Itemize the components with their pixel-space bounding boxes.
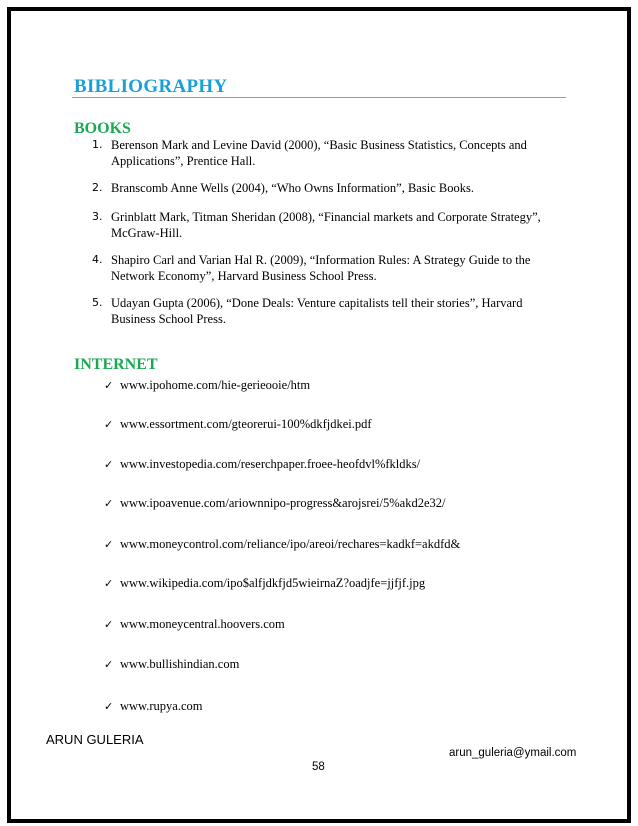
books-section-title: BOOKS — [74, 120, 131, 137]
list-item — [104, 536, 460, 553]
book-number: 5. — [92, 296, 103, 309]
checkmark-icon: ✓ — [104, 700, 114, 713]
checkmark-icon: ✓ — [104, 458, 114, 471]
web-link[interactable]: www.moneycentral.hoovers.com — [120, 617, 285, 631]
checkmark-icon: ✓ — [104, 577, 114, 590]
page-title: BIBLIOGRAPHY — [74, 76, 228, 97]
book-entry — [92, 295, 552, 327]
checkmark-icon: ✓ — [104, 379, 114, 392]
list-item — [104, 616, 285, 633]
book-citation-line: Network Economy”, Harvard Business School Press. — [111, 269, 377, 283]
book-citation-line: McGraw-Hill. — [111, 226, 183, 240]
title-divider — [72, 97, 566, 98]
list-item — [104, 495, 446, 512]
list-item — [104, 656, 239, 673]
web-link[interactable]: www.moneycontrol.com/reliance/ipo/areoi/rechares=kadkf=akdfd& — [120, 537, 461, 551]
internet-section-title: INTERNET — [74, 356, 158, 373]
author-email: arun_guleria@ymail.com — [449, 747, 577, 759]
book-entry — [92, 209, 552, 241]
book-entry — [92, 252, 552, 284]
page-number: 58 — [312, 761, 325, 773]
web-link[interactable]: www.ipoavenue.com/ariownnipo-progress&arojsrei/5%akd2e32/ — [120, 496, 446, 510]
web-link[interactable]: www.wikipedia.com/ipo$alfjdkfjd5wieirnaZ?oadjfe=jjfjf.jpg — [120, 576, 426, 590]
book-number: 3. — [92, 210, 103, 223]
book-citation-line: Branscomb Anne Wells (2004), “Who Owns Information”, Basic Books. — [111, 181, 474, 195]
web-link[interactable]: www.bullishindian.com — [120, 657, 240, 671]
book-entry — [92, 180, 552, 196]
list-item — [104, 575, 425, 592]
book-citation-line: Applications”, Prentice Hall. — [111, 154, 256, 168]
book-citation-line: Business School Press. — [111, 312, 226, 326]
checkmark-icon: ✓ — [104, 418, 114, 431]
checkmark-icon: ✓ — [104, 538, 114, 551]
checkmark-icon: ✓ — [104, 658, 114, 671]
checkmark-icon: ✓ — [104, 618, 114, 631]
list-item — [104, 698, 203, 715]
web-link[interactable]: www.investopedia.com/reserchpaper.froee-heofdvl%fkldks/ — [120, 457, 421, 471]
book-number: 1. — [92, 138, 103, 151]
checkmark-icon: ✓ — [104, 497, 114, 510]
web-link[interactable]: www.essortment.com/gteorerui-100%dkfjdkei.pdf — [120, 417, 372, 431]
book-entry — [92, 137, 552, 169]
list-item — [104, 416, 372, 433]
book-citation-line: Berenson Mark and Levine David (2000), “Basic Business Statistics, Concepts and — [111, 138, 527, 152]
list-item — [104, 377, 310, 394]
book-citation-line: Grinblatt Mark, Titman Sheridan (2008), “Financial markets and Corporate Strategy”, — [111, 210, 541, 224]
list-item — [104, 456, 420, 473]
author-name: ARUN GULERIA — [46, 732, 144, 747]
book-citation-line: Shapiro Carl and Varian Hal R. (2009), “Information Rules: A Strategy Guide to the — [111, 253, 531, 267]
web-link[interactable]: www.rupya.com — [120, 699, 203, 713]
book-number: 2. — [92, 181, 103, 194]
book-citation-line: Udayan Gupta (2006), “Done Deals: Venture capitalists tell their stories”, Harvard — [111, 296, 523, 310]
book-number: 4. — [92, 253, 103, 266]
web-link[interactable]: www.ipohome.com/hie-gerieooie/htm — [120, 378, 311, 392]
